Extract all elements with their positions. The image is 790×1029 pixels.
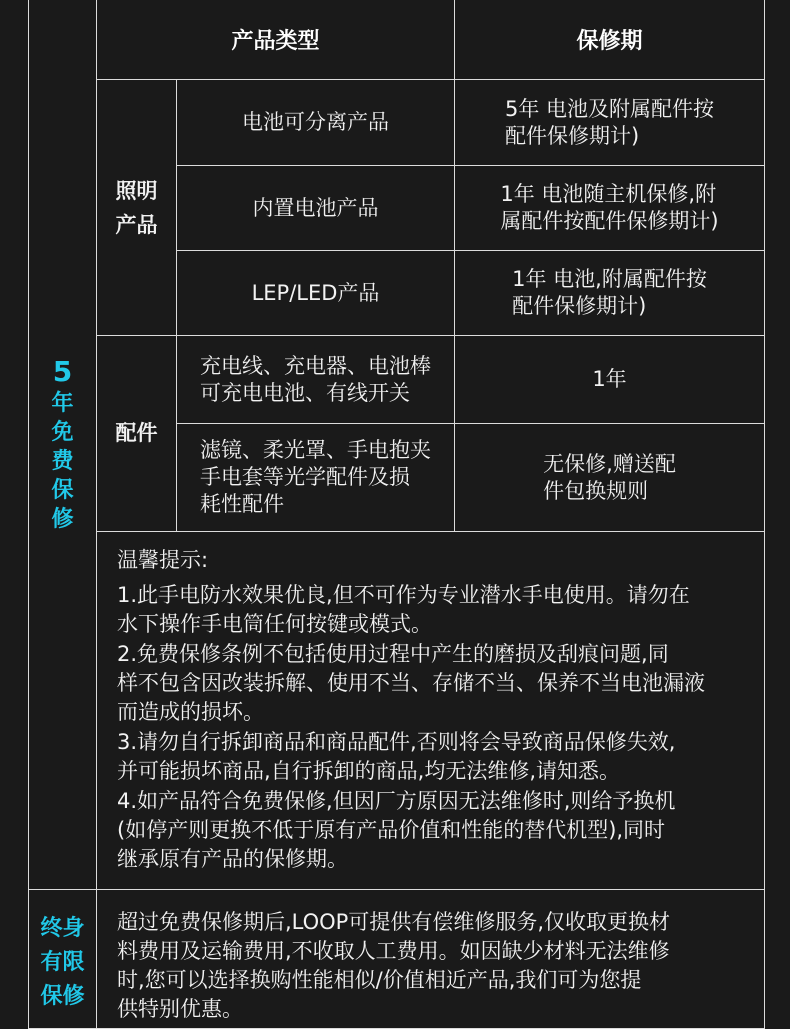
product-cell [176,79,455,166]
lifetime-warranty-text [117,908,670,1024]
product-name: 电池可分离产品 [242,110,389,134]
note-item [117,581,746,639]
warranty-line: 件包换规则 [543,478,649,503]
label-char: 修 [51,506,74,532]
header-warranty-period [454,0,765,80]
note-line: 水下操作手电筒任何按键或模式。 [117,612,432,636]
lighting-label-line: 产品 [115,212,158,237]
lighting-label-line: 照明 [115,178,158,203]
warranty-line: 属配件按配件保修期计) [500,209,719,233]
product-cell [176,423,455,532]
product-name: 内置电池产品 [252,195,379,220]
note-line: 样不包含因改装拆解、使用不当、存储不当、保养不当电池漏液 [117,671,705,695]
note-line: (如停产则更换不低于原有产品价值和性能的替代机型),同时 [117,818,666,842]
lifetime-warranty-text-cell [96,889,765,1029]
note-line: 而造成的损坏。 [117,700,264,724]
note-line: 2.免费保修条例不包括使用过程中产生的磨损及刮痕问题,同 [117,642,669,666]
warranty-text [512,266,707,320]
lifetime-warranty-label [40,912,84,1014]
label-char: 年 [51,390,74,416]
lighting-products-label-cell [96,79,177,336]
lifetime-warranty-label-cell [28,889,97,1029]
product-cell [176,250,455,336]
notes-title: 温馨提示: [117,548,209,572]
notes-cell [96,531,765,890]
product-name [200,353,431,407]
note-item [117,640,746,727]
lifetime-label-line: 终身 [40,916,85,941]
warranty-line: 无保修,赠送配 [543,451,676,476]
product-line: 充电线、充电器、电池棒 [200,353,431,378]
warranty-cell [454,335,765,424]
product-line: 滤镜、柔光罩、手电抱夹 [200,438,431,462]
five-year-warranty-label [51,355,73,534]
note-line: 并可能损坏商品,自行拆卸的商品,均无法维修,请知悉。 [117,759,621,783]
warranty-cell [454,423,765,532]
product-cell [176,335,455,424]
note-line: 3.请勿自行拆卸商品和商品配件,否则将会导致商品保修失效, [117,730,676,754]
note-item [117,787,746,874]
warranty-cell [454,79,765,166]
warranty-cell [454,250,765,336]
header-product-type-text: 产品类型 [231,28,320,54]
product-line: 手电套等光学配件及损 [200,465,410,489]
accessories-label-cell [96,335,177,532]
lifetime-label-line: 有限 [40,950,85,975]
accessories-label: 配件 [115,421,158,445]
label-char: 费 [51,448,74,474]
product-name [200,437,431,518]
warranty-text: 1年 [592,367,627,391]
product-line: 可充电电池、有线开关 [200,380,410,405]
lifetime-text-line: 超过免费保修期后,LOOP可提供有偿维修服务,仅收取更换材 [117,910,671,934]
warranty-text [543,451,676,505]
header-product-type [96,0,455,80]
lighting-products-label [116,174,158,242]
label-char: 免 [51,419,74,445]
warranty-text [505,96,714,150]
five-year-warranty-label-cell [28,0,97,890]
warranty-line: 配件保修期计) [504,123,640,148]
lifetime-text-line: 料费用及运输费用,不收取人工费用。如因缺少材料无法维修 [117,939,670,963]
product-cell [176,165,455,251]
five-year-number: 5 [52,354,73,388]
label-char: 保 [51,477,74,503]
warranty-line: 配件保修期计) [512,294,647,318]
warranty-line: 1年 电池,附属配件按 [512,267,707,291]
lifetime-text-line: 时,您可以选择换购性能相似/价值相近产品,我们可为您提 [117,968,642,992]
note-line: 4.如产品符合免费保修,但因厂方原因无法维修时,则给予换机 [117,789,676,813]
product-name: LEP/LED产品 [251,280,380,305]
note-item [117,728,746,786]
warranty-line: 1年 电池随主机保修,附 [500,182,717,206]
lifetime-text-line: 供特别优惠。 [117,997,243,1021]
note-line: 1.此手电防水效果优良,但不可作为专业潜水手电使用。请勿在 [117,583,690,607]
warranty-text [500,181,718,235]
product-line: 耗性配件 [200,492,284,516]
lifetime-label-line: 保修 [40,984,85,1009]
warranty-cell [454,165,765,251]
warranty-line: 5年 电池及附属配件按 [504,96,715,121]
header-warranty-period-text: 保修期 [576,28,643,54]
note-line: 继承原有产品的保修期。 [117,847,348,871]
